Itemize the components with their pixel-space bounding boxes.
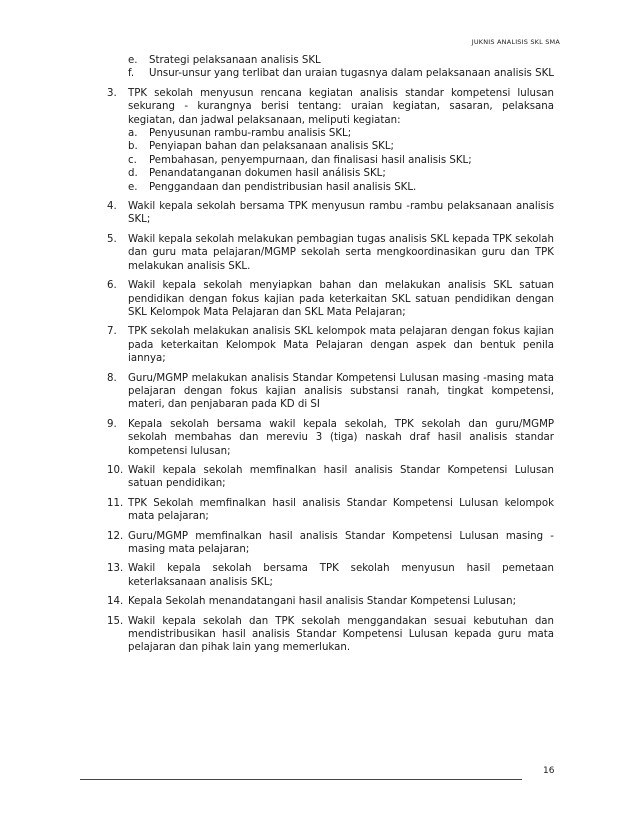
list-item-text: Guru/MGMP memfinalkan hasil analisis Standar Kompetensi Lulusan masing -masing mata pelajaran;	[128, 530, 554, 555]
list-item-text: Kepala sekolah bersama wakil kepala sekolah, TPK sekolah dan guru/MGMP sekolah membahas dan mereviu 3 (tiga) naskah draf hasil analisis standar kompetensi lulusan;	[128, 418, 554, 457]
list-item	[107, 372, 554, 412]
document-body	[107, 54, 554, 661]
sub-item-text: Penyiapan bahan dan pelaksanaan analisis SKL;	[149, 141, 394, 153]
list-item-text: Wakil kepala sekolah bersama TPK sekolah menyusun hasil pemetaan keterlaksanaan analisis SKL;	[128, 563, 554, 588]
sub-item	[128, 140, 554, 153]
sub-item-letter: c.	[128, 154, 137, 166]
list-item	[107, 418, 554, 458]
list-item	[107, 87, 554, 194]
list-item-number: 6.	[107, 280, 117, 292]
sub-item-text: Unsur-unsur yang terlibat dan uraian tugasnya dalam pelaksanaan analisis SKL	[149, 68, 554, 80]
list-item-number: 12.	[107, 530, 124, 542]
list-item-number: 14.	[107, 596, 124, 608]
list-item	[107, 464, 554, 491]
list-item-text: Kepala Sekolah menandatangani hasil analisis Standar Kompetensi Lulusan;	[128, 596, 517, 608]
list-item-number: 3.	[107, 87, 117, 99]
sub-item	[128, 154, 554, 167]
list-item-text: Wakil kepala sekolah dan TPK sekolah menggandakan sesuai kebutuhan dan mendistribusikan hasil analisis Standar Kompetensi Lulusan kepada guru mata pelajaran dan pihak lain yang memerlukan.	[128, 615, 554, 654]
list-item-text: Guru/MGMP melakukan analisis Standar Kompetensi Lulusan masing -masing mata pelajaran dengan fokus kajian analisis substansi ranah, tingkat kompetensi, materi, dan penjabaran pada KD di SI	[128, 372, 554, 411]
footer-divider	[80, 779, 522, 780]
list-item-text: TPK sekolah menyusun rencana kegiatan analisis standar kompetensi lulusan sekurang - kurangnya berisi tentang: uraian kegiatan, sasaran, pelaksana kegiatan, dan jadwal pelaksanaan, meliputi kegiatan:	[128, 87, 554, 126]
sub-item-letter: b.	[128, 141, 138, 153]
list-item	[107, 279, 554, 319]
list-item-number: 5.	[107, 233, 117, 245]
sub-item-letter: e.	[128, 181, 138, 193]
list-item-number: 8.	[107, 372, 117, 384]
list-item	[107, 497, 554, 524]
list-item-number: 15.	[107, 615, 124, 627]
running-header: JUKNIS ANALISIS SKL SMA	[471, 38, 560, 46]
sub-item-text: Penandatanganan dokumen hasil análisis SKL;	[149, 168, 386, 180]
list-item-number: 11.	[107, 497, 124, 509]
list-item	[107, 325, 554, 365]
list-item-number: 4.	[107, 201, 117, 213]
list-item	[107, 595, 554, 608]
list-item-number: 10.	[107, 464, 124, 476]
sub-item-letter: a.	[128, 128, 138, 140]
sub-item-letter: f.	[128, 68, 135, 80]
list-item	[107, 530, 554, 557]
list-item	[107, 562, 554, 589]
sub-item-letter: d.	[128, 168, 138, 180]
sub-item-letter: e.	[128, 55, 138, 66]
sub-item	[128, 127, 554, 140]
sub-item-text: Strategi pelaksanaan analisis SKL	[149, 55, 321, 66]
list-item-text: Wakil kepala sekolah memfinalkan hasil analisis Standar Kompetensi Lulusan satuan pendidikan;	[128, 464, 554, 490]
sub-item-text: Pembahasan, penyempurnaan, dan finalisasi hasil analisis SKL;	[149, 154, 472, 166]
item-3-sublist	[128, 127, 554, 194]
sub-item	[128, 167, 554, 180]
sub-item	[128, 67, 554, 80]
sub-item	[128, 181, 554, 194]
list-item	[107, 615, 554, 655]
list-item-text: Wakil kepala sekolah menyiapkan bahan dan melakukan analisis SKL satuan pendidikan dengan fokus kajian pada keterkaitan SKL satuan pendidikan dengan SKL Kelompok Mata Pelajaran dan SKL Mata Pelajaran;	[128, 280, 554, 318]
list-item-number: 13.	[107, 563, 124, 575]
list-item	[107, 200, 554, 227]
list-item-text: Wakil kepala sekolah melakukan pembagian tugas analisis SKL kepada TPK sekolah dan guru mata pelajaran/MGMP sekolah serta mengkoordinasikan guru dan TPK melakukan analisis SKL.	[128, 233, 554, 272]
page-number: 16	[543, 766, 555, 776]
list-item-text: Wakil kepala sekolah bersama TPK menyusun rambu -rambu pelaksanaan analisis SKL;	[128, 201, 554, 226]
list-item-number: 7.	[107, 326, 117, 338]
list-item-number: 9.	[107, 418, 117, 430]
sub-item-text: Penggandaan dan pendistribusian hasil analisis SKL.	[149, 181, 417, 193]
list-item-text: TPK Sekolah memfinalkan hasil analisis Standar Kompetensi Lulusan kelompok mata pelajaran;	[128, 497, 554, 523]
list-item	[107, 233, 554, 273]
continued-sublist	[128, 54, 554, 81]
sub-item-text: Penyusunan rambu-rambu analisis SKL;	[149, 128, 352, 140]
list-item-text: TPK sekolah melakukan analisis SKL kelompok mata pelajaran dengan fokus kajian pada keterkaitan Kelompok Mata Pelajaran dengan aspek dan bentuk penila iannya;	[128, 326, 554, 365]
sub-item	[128, 54, 554, 67]
